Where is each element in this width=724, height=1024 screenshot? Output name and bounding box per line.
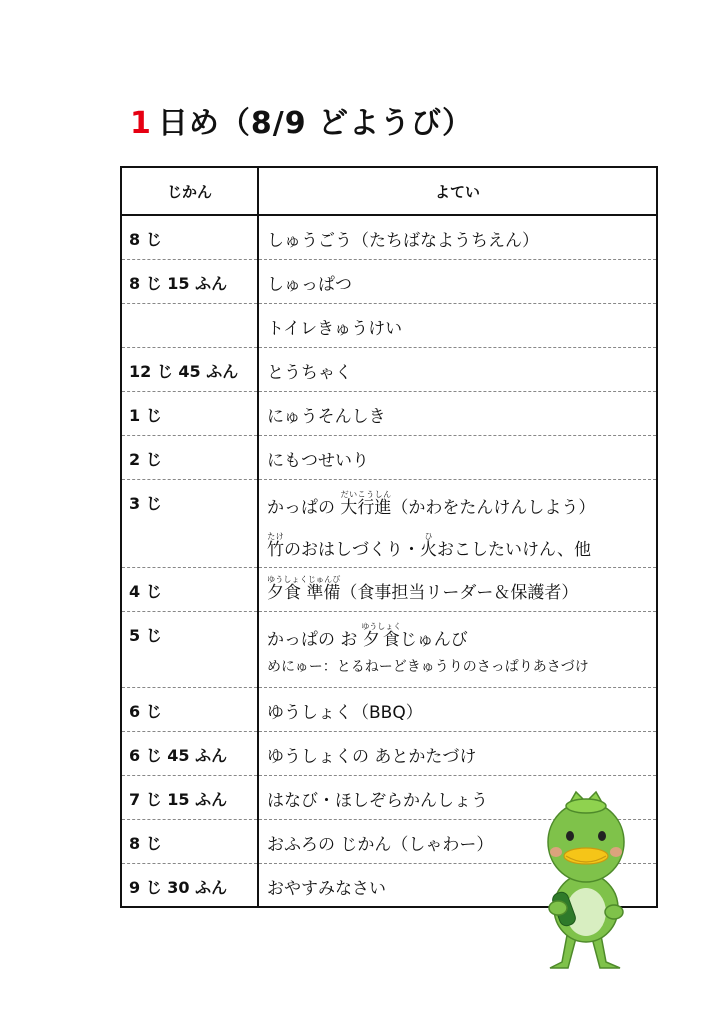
row-time: 2 じ (121, 435, 258, 479)
table-row (121, 731, 657, 775)
table-row (121, 259, 657, 303)
table-header-row (121, 167, 657, 215)
activity-text: かっぱの お (267, 629, 363, 650)
time-column-header: じかん (121, 167, 258, 215)
row-activity: おふろの じかん（しゃわー） (258, 819, 657, 863)
table-row (121, 347, 657, 391)
table-row (121, 611, 657, 687)
plan-column-header: よてい (258, 167, 657, 215)
activity-text: かっぱの (267, 497, 341, 518)
kanji-text: 夕食 (361, 629, 402, 650)
row-activity (258, 611, 657, 687)
furigana: たけ (267, 531, 284, 541)
row-activity (258, 479, 657, 567)
ruby-word (267, 531, 284, 560)
row-time: 12 じ 45 ふん (121, 347, 258, 391)
activity-line-1 (267, 622, 656, 650)
ruby-word (361, 621, 402, 650)
activity-text: のおはしづくり・ (284, 539, 420, 560)
furigana: だいこうしん (340, 489, 392, 499)
row-activity: にゅうそんしき (258, 391, 657, 435)
activity-line-2 (267, 532, 656, 560)
row-time: 9 じ 30 ふん (121, 863, 258, 907)
row-time: 4 じ (121, 567, 258, 611)
row-time: 8 じ (121, 215, 258, 259)
ruby-word (420, 531, 437, 560)
kanji-text: 竹 (267, 539, 284, 560)
row-time (121, 303, 258, 347)
kanji-text: 大行進 (340, 497, 392, 518)
row-activity: ゆうしょくの あとかたづけ (258, 731, 657, 775)
row-activity: とうちゃく (258, 347, 657, 391)
day-number: 1 (130, 106, 152, 141)
furigana: ゆうしょく (361, 621, 402, 631)
row-activity: しゅうごう（たちばなようちえん） (258, 215, 657, 259)
row-activity: にもつせいり (258, 435, 657, 479)
kanji-text: 夕食 準備 (267, 582, 341, 603)
table-row (121, 567, 657, 611)
table-row (121, 479, 657, 567)
row-time: 1 じ (121, 391, 258, 435)
table-row (121, 215, 657, 259)
kappa-mascot-illustration (538, 780, 638, 975)
table-row (121, 391, 657, 435)
row-time: 6 じ 45 ふん (121, 731, 258, 775)
activity-line-1 (267, 490, 656, 518)
row-activity: ゆうしょく（BBQ） (258, 687, 657, 731)
row-time: 8 じ 15 ふん (121, 259, 258, 303)
row-time: 8 じ (121, 819, 258, 863)
row-activity (258, 567, 657, 611)
row-time: 5 じ (121, 611, 258, 687)
row-activity: トイレきゅうけい (258, 303, 657, 347)
ruby-word (267, 574, 341, 603)
title-text: 日め（8/9 どようび） (157, 106, 474, 141)
table-row (121, 435, 657, 479)
kanji-text: 火 (420, 539, 437, 560)
furigana: ゆうしょくじゅんび (267, 574, 341, 584)
table-row (121, 687, 657, 731)
row-activity: おやすみなさい (267, 878, 386, 899)
menu-note: めにゅー：とるねーどきゅうりのさっぱりあさづけ (267, 658, 589, 675)
row-time: 3 じ (121, 479, 258, 567)
row-activity: はなび・ほしぞらかんしょう (258, 775, 657, 819)
page-title (130, 98, 473, 142)
row-time: 7 じ 15 ふん (121, 775, 258, 819)
row-time: 6 じ (121, 687, 258, 731)
activity-text: おこしたいけん、他 (437, 539, 592, 560)
ruby-word (340, 489, 392, 518)
table-row (121, 303, 657, 347)
activity-text: （かわをたんけんしよう） (391, 497, 596, 518)
activity-text: じゅんび (399, 629, 468, 650)
row-activity: しゅっぱつ (258, 259, 657, 303)
activity-text: （食事担当リーダー＆保護者） (340, 582, 579, 603)
furigana: ひ (420, 531, 437, 541)
